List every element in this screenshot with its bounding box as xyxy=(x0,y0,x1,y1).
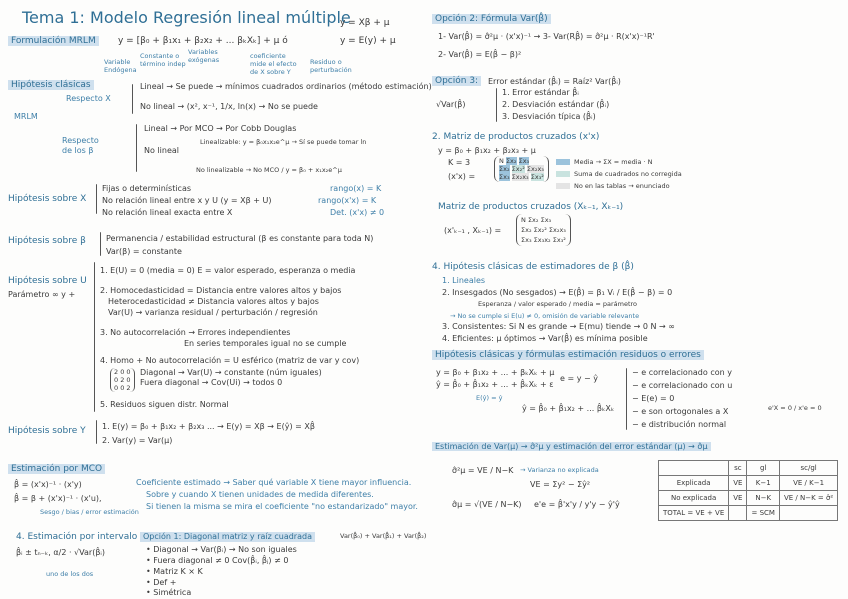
table-cell: VE / K−1 xyxy=(779,476,837,491)
lineal-1: Lineal → Se puede → mínimos cuadrados ordinarios (método estimación) xyxy=(140,82,432,91)
no-linealizable: No linealizable → No MCO / y = β₀ + x₁x₂e^μ xyxy=(196,166,342,174)
op1-b2: • Fuera diagonal ≠ 0 Cov(β̂ᵢ, β̂ⱼ) ≠ 0 xyxy=(146,556,289,565)
matrix-cell: Σx₃² xyxy=(530,173,544,181)
anova-table xyxy=(658,460,838,521)
table-cell xyxy=(779,506,837,521)
ev-f1: σ̂²μ = VE / N−K xyxy=(452,466,514,475)
var-cov-row: 2 0 0 xyxy=(114,368,131,376)
matrix-cell: Σx₃² xyxy=(552,236,566,244)
lineal-2: Lineal → Por MCO → Por Cobb Douglas xyxy=(144,124,297,133)
hr-r2: − e correlacionado con u xyxy=(632,381,733,390)
brace-residuos xyxy=(626,368,627,430)
op1-b5: • Simétrica xyxy=(146,588,192,597)
h4-5: 3. Consistentes: Si N es grande → E(mu) tiende → 0 N → ∞ xyxy=(442,322,675,331)
brace-hy xyxy=(96,420,97,444)
matrix-cell: Σx₃ xyxy=(521,236,532,244)
model-eq-2: y = E(y) + μ xyxy=(340,36,396,46)
ann-residuo: Residuo o perturbación xyxy=(310,58,352,74)
mco-f1: β̂ = (x'x)⁻¹ · (x'y) xyxy=(14,480,82,489)
table-header-cell: sc/gl xyxy=(779,461,837,476)
ev-f1n: → Varianza no explicada xyxy=(520,466,599,474)
formulation-heading: Formulación MRLM xyxy=(8,36,99,46)
hipotesis-heading: Hipótesis clásicas xyxy=(8,80,94,90)
hy-2: 2. Var(y) = Var(μ) xyxy=(102,436,173,445)
mco-note1: Coeficiente estimado → Saber qué variable X tiene mayor influencia. xyxy=(136,478,412,487)
hb-1: Permanencia / estabilidad estructural (β es constante para toda N) xyxy=(106,234,374,243)
table-row xyxy=(659,476,838,491)
table-header-cell: gl xyxy=(747,461,779,476)
opcion-2-heading: Opción 2: Fórmula Var(β̂) xyxy=(432,14,551,24)
brace-rx xyxy=(132,84,133,114)
matrix-cell: Σx₂ xyxy=(499,165,510,173)
table-cell: No explicada xyxy=(659,491,729,506)
hr-r4b: e'X = 0 / x'e = 0 xyxy=(768,404,822,412)
h4-6: 4. Eficientes: μ óptimos → Var(β̂) es mínima posible xyxy=(442,334,648,343)
table-cell: K−1 xyxy=(747,476,779,491)
hu-sub: Parámetro ∞ y + xyxy=(8,290,76,299)
matrix-cell: Σx₂² xyxy=(511,165,525,173)
table-cell: VE / N−K = σ̂² xyxy=(779,491,837,506)
opcion-3-heading: Opción 3: xyxy=(432,76,481,86)
brace-hb xyxy=(100,232,101,256)
op3-i3: 3. Desviación típica (β̂ᵢ) xyxy=(502,112,596,121)
intervalo-sub: uno de los dos xyxy=(46,570,94,578)
hr-e1: y = β₀ + β₁x₂ + ... + βₖXₖ + μ xyxy=(436,368,555,377)
brace-op3 xyxy=(496,88,497,122)
hu-3a: 3. No autocorrelación → Errores independientes xyxy=(100,328,291,337)
op1-b4: • Def + xyxy=(146,578,177,587)
legend-text: Media → ΣX = media · N xyxy=(574,158,653,166)
op2-l1: 1- Var(β̂) = σ̂²μ · (x'x)⁻¹ → 3- Var(Rβ̂) = σ̂²μ · R(x'x)⁻¹R' xyxy=(438,32,655,41)
ann-endogena: Variable Endógena xyxy=(104,58,137,74)
table-header-cell xyxy=(659,461,729,476)
ev-f3: σ̂μ = √(VE / N−K) xyxy=(452,500,522,509)
legend-swatch xyxy=(556,159,570,165)
hr-r4: − e son ortogonales a X xyxy=(632,407,729,416)
h4-3: Esperanza / valor esperado / media = parámetro xyxy=(478,300,638,308)
hr-e3: E(ŷ) = ŷ xyxy=(476,394,503,402)
var-mu-heading: Estimación de Var(μ) → σ̂²μ y estimación del error estándar (μ) → σ̂μ xyxy=(432,442,711,451)
table-row xyxy=(659,506,838,521)
hx-3: No relación lineal exacta entre X xyxy=(102,208,233,217)
hu-2b: Heterocedasticidad ≠ Distancia valores altos y bajos xyxy=(108,297,319,306)
table-cell: Explicada xyxy=(659,476,729,491)
matrix-cell: Σx₂² xyxy=(533,226,547,234)
table-cell: VE xyxy=(729,476,747,491)
matrix-cell: Σx₂x₃ xyxy=(548,226,566,234)
mco-note3: Si tienen la misma se mira el coeficiente "no estandarizado" mayor. xyxy=(146,502,418,511)
table-cell: VE xyxy=(729,491,747,506)
ann-exogenas: Variables exógenas xyxy=(188,48,220,64)
hu-4a: 4. Homo + No autocorrelación = U esférico (matriz de var y cov) xyxy=(100,356,360,365)
matrix-cell: Σx₃ xyxy=(499,173,510,181)
page-title: Tema 1: Modelo Regresión lineal múltiple xyxy=(22,8,351,27)
hu-1: 1. E(U) = 0 (media = 0) E = valor esperado, esperanza o media xyxy=(100,266,356,275)
hx-r2: rango(x'x) = K xyxy=(318,196,377,205)
var-cov-matrix xyxy=(110,368,135,392)
hx-1: Fijas o determinísticas xyxy=(102,184,192,193)
hb-2: Var(β) = constante xyxy=(106,247,182,256)
hr-e2: ŷ = β̂₀ + β̂₁x₂ + ... + β̂ₖXₖ + ε xyxy=(436,380,554,389)
h4-1: 1. Lineales xyxy=(442,276,486,285)
table-cell xyxy=(729,506,747,521)
matriz-c-heading: Matriz de productos cruzados (Xₖ₋₁, Xₖ₋₁) xyxy=(438,202,624,212)
var-cov-row: 0 2 0 xyxy=(114,376,131,384)
ann-coeficiente: coeficiente mide el efecto de X sobre Y xyxy=(250,52,297,76)
mco-f3: Sesgo / bias / error estimación xyxy=(40,508,139,516)
mco-heading: Estimación por MCO xyxy=(8,464,105,474)
ann-constante: Constante o término indep xyxy=(140,52,186,68)
opcion-1: Opción 1: Diagonal matriz y raíz cuadrada xyxy=(140,532,315,542)
h4-2: 2. Insesgados (No sesgados) → E(β̂) = β₁ Vᵢ / E(β̂ − β) = 0 xyxy=(442,288,673,297)
mco-f2: β̂ = β + (x'x)⁻¹ · (x'u), xyxy=(14,494,102,503)
hu-4c: Fuera diagonal → Cov(Ui) → todos 0 xyxy=(140,378,283,387)
legend-swatch xyxy=(556,171,570,177)
h4-heading: 4. Hipótesis clásicas de estimadores de β (β̂) xyxy=(432,262,634,272)
matrix-cell: Σx₂ xyxy=(527,216,539,224)
ev-f4: e'e = β̂'x'y / y'y − ŷ'ŷ xyxy=(534,500,620,509)
matriz-k: K = 3 xyxy=(448,158,471,167)
legend-swatch xyxy=(556,183,570,189)
matriz-c-lhs: (x'ₖ₋₁ , Xₖ₋₁) = xyxy=(444,226,502,235)
matriz-eq: y = β₀ + β₁x₂ + β₂x₃ + μ xyxy=(438,146,536,155)
matriz-heading: 2. Matriz de productos cruzados (x'x) xyxy=(432,132,600,142)
legend-text: No en las tablas → enunciado xyxy=(574,182,670,190)
opcion-1-right: Var(β̂₀) + Var(β̂₁) + Var(β̂₂) xyxy=(340,532,427,540)
legend-no-tablas xyxy=(556,182,670,190)
op2-l2: 2- Var(β̂) = E(β̂ − β)² xyxy=(438,50,522,59)
h4-4: → No se cumple si E(u) ≠ 0, omisión de variable relevante xyxy=(450,312,640,320)
hip-u-heading: Hipótesis sobre U xyxy=(8,276,87,286)
hr-r3: − E(e) = 0 xyxy=(632,394,675,403)
op3-lhs: √Var(β̂) xyxy=(436,100,466,109)
brace-hu xyxy=(94,262,95,412)
brace-rb xyxy=(136,124,137,172)
mrlm-label: MRLM xyxy=(14,112,38,121)
no-lineal-2: No lineal xyxy=(144,146,179,155)
hr-r1: − e correlacionado con y xyxy=(632,368,732,377)
hr-e5: ŷ = β̂₀ + β̂₁x₂ + ... β̂ₖXₖ xyxy=(522,404,615,413)
table-header-cell: sc xyxy=(729,461,747,476)
hy-1: 1. E(y) = β₀ + β₁x₂ + β₂x₃ ... → E(y) = Xβ → E(ŷ) = Xβ̂ xyxy=(102,422,315,431)
op1-b1: • Diagonal → Var(βᵢ) → No son iguales xyxy=(146,545,297,554)
legend-text: Suma de cuadrados no corregida xyxy=(574,170,682,178)
intervalo-heading: 4. Estimación por intervalo xyxy=(16,532,138,542)
matrix-cell: Σx₃ xyxy=(518,157,530,165)
table-cell: = SCM xyxy=(747,506,779,521)
legend-suma xyxy=(556,170,682,178)
hu-4b: Diagonal → Var(U) → constante (núm iguales) xyxy=(140,368,322,377)
residuos-heading: Hipótesis clásicas y fórmulas estimación residuos o errores xyxy=(432,350,704,360)
matrix-cell: N xyxy=(499,157,504,165)
table-row xyxy=(659,491,838,506)
intervalo-formula: β̂ᵢ ± tₙ₋ₖ, α/2 · √Var(β̂ᵢ) xyxy=(16,548,105,557)
op3-text: Error estándar (β̂ᵢ) = Raíz² Var(β̂ᵢ) xyxy=(488,77,621,86)
hip-x-heading: Hipótesis sobre X xyxy=(8,194,87,204)
matrix-cell: Σx₃x₂ xyxy=(533,236,551,244)
hu-3b: En series temporales igual no se cumple xyxy=(184,339,347,348)
hx-r1: rango(x) = K xyxy=(330,184,382,193)
hr-r5: − e distribución normal xyxy=(632,420,727,429)
op1-b3: • Matriz K × K xyxy=(146,567,203,576)
hu-2c: Var(U) → varianza residual / perturbación / regresión xyxy=(108,308,318,317)
hx-2: No relación lineal entre x y U (y = Xβ + U) xyxy=(102,196,272,205)
formulation-eq: y = [β₀ + β₁x₁ + β₂x₂ + ... βₖXₖ] + μ ó xyxy=(118,36,288,46)
matrix-cell: N xyxy=(521,216,526,224)
legend-media xyxy=(556,158,653,166)
ev-f2: VE = Σy² − Σŷ² xyxy=(530,480,591,489)
matriz-xx xyxy=(494,156,549,182)
hip-y-heading: Hipótesis sobre Y xyxy=(8,426,86,436)
matrix-cell: Σx₂ xyxy=(505,157,517,165)
matriz-c xyxy=(516,214,571,246)
respecto-x: Respecto X xyxy=(66,94,111,103)
table-header-row xyxy=(659,461,838,476)
hx-r3: Det. (x'x) ≠ 0 xyxy=(330,208,385,217)
table-cell: N−K xyxy=(747,491,779,506)
var-cov-row: 0 0 2 xyxy=(114,384,131,392)
hu-2a: 2. Homocedasticidad = Distancia entre valores altos y bajos xyxy=(100,286,342,295)
matrix-cell: Σx₂ xyxy=(521,226,532,234)
respecto-b: Respecto de los β xyxy=(62,136,99,155)
matrix-cell: Σx₂x₃ xyxy=(511,173,529,181)
no-lineal-1: No lineal → (x², x⁻¹, 1/x, ln(x) → No se puede xyxy=(140,102,318,111)
linealizable: Linealizable: y = β₀x₁x₂e^μ → Sí se puede tomar ln xyxy=(200,138,367,146)
matrix-cell: Σx₃ xyxy=(540,216,552,224)
brace-hx xyxy=(96,184,97,214)
hu-5: 5. Residuos siguen distr. Normal xyxy=(100,400,229,409)
table-cell: TOTAL = VE + VE xyxy=(659,506,729,521)
op3-i2: 2. Desviación estándar (β̂ᵢ) xyxy=(502,100,610,109)
matriz-lhs: (x'x) = xyxy=(448,172,476,181)
matrix-cell: Σx₂x₃ xyxy=(526,165,544,173)
hip-b-heading: Hipótesis sobre β xyxy=(8,236,86,246)
model-eq-1: y = Xβ + μ xyxy=(340,18,390,28)
hr-e4: e = y − ŷ xyxy=(560,374,598,383)
op3-i1: 1. Error estándar β̂ᵢ xyxy=(502,88,579,97)
mco-note2: Sobre y cuando X tienen unidades de medida diferentes. xyxy=(146,490,374,499)
